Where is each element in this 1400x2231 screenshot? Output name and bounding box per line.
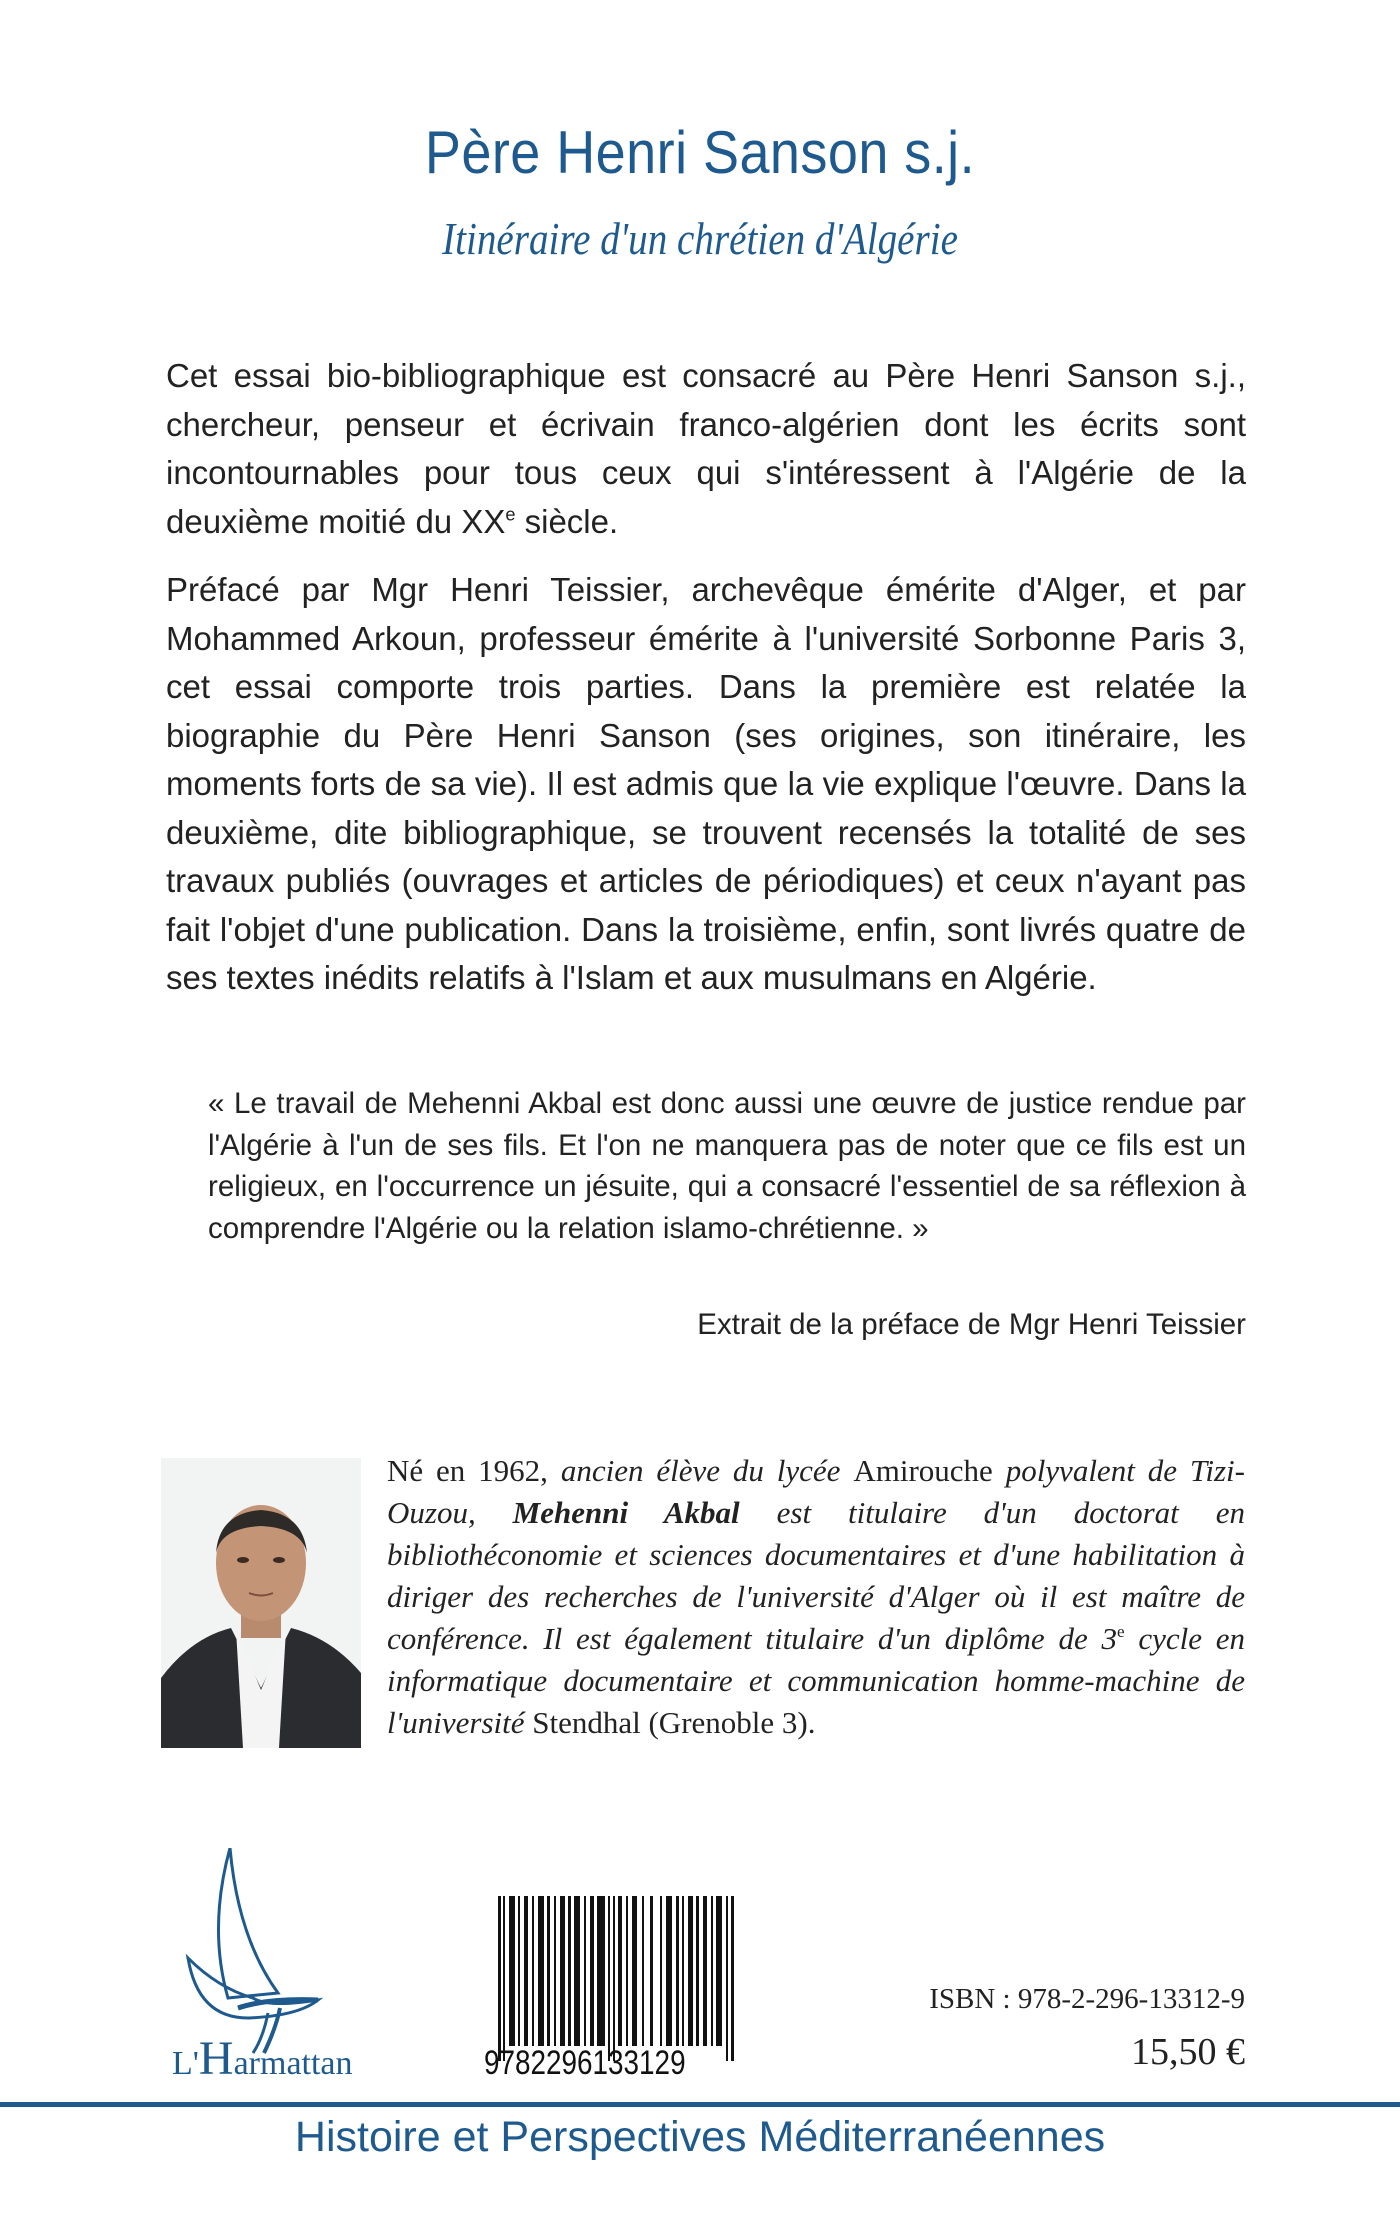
author-name: Mehenni Akbal <box>512 1495 740 1530</box>
summary-text-end: siècle. <box>515 502 619 540</box>
author-bio <box>387 1450 1245 1744</box>
bio-text: cycle en informatique documentaire et communication homme-machine de l'université <box>387 1621 1245 1740</box>
publisher-logo <box>168 1848 398 2080</box>
series-title: Histoire et Perspectives Méditerranéennes <box>294 2113 1106 2161</box>
book-subtitle: Itinéraire d'un chrétien d'Algérie <box>442 213 958 264</box>
preface-quote: « Le travail de Mehenni Akbal est donc aussi une œuvre de justice rendue par l'Algérie à l'un de ses fils. Et l'on ne manquera pas de noter que ce fils est un religieux, en l'occurrence un jésuite, qui a consacré l'essentiel de sa réflexion à comprendre l'Algérie ou la relation islamo-chrétienne. » <box>208 1087 1246 1245</box>
superscript: e <box>1116 1622 1125 1642</box>
bio-text: Stendhal (Grenoble 3). <box>532 1705 816 1740</box>
bio-text: Amirouche <box>853 1453 1006 1488</box>
book-title: Père Henri Sanson s.j. <box>424 119 976 186</box>
summary-text: Cet essai bio-bibliographique est consacré au Père Henri Sanson s.j., chercheur, penseur et écrivain franco-algérien dont les écrits sont incontournables pour tous ceux qui s'intéressent à l'Algérie de la deuxième moitié du XX <box>166 357 1246 540</box>
sailboat-icon <box>168 1848 398 2080</box>
bio-text: est titulaire d'un doctorat en bibliothéconomie et sciences documentaires et d'une habilitation à diriger des recherches de l'université d'Alger où il est maître de conférence. Il est également titulaire d'un diplôme de 3 <box>387 1495 1246 1656</box>
author-photo <box>161 1458 361 1748</box>
price: 15,50 € <box>1131 2031 1245 2073</box>
publisher-name: L'Harmattan <box>172 2032 353 2080</box>
isbn-number: ISBN : 978-2-296-13312-9 <box>929 1983 1245 2015</box>
quote-attribution: Extrait de la préface de Mgr Henri Teissier <box>697 1308 1246 1341</box>
summary-paragraph-1 <box>166 352 1246 546</box>
superscript: e <box>505 503 516 524</box>
barcode-digits: 9782296133129 <box>484 2044 686 2082</box>
bio-text: Né en 1962, <box>387 1453 561 1488</box>
bio-text: polyvalent de Tizi-Ouzou, <box>387 1453 1245 1530</box>
summary-paragraph-2: Préfacé par Mgr Henri Teissier, archevêque émérite d'Alger, et par Mohammed Arkoun, professeur émérite à l'université Sorbonne Paris 3, cet essai comporte trois parties. Dans la première est relatée la biographie du Père Henri Sanson (ses origines, son itinéraire, les moments forts de sa vie). Il est admis que la vie explique l'œuvre. Dans la deuxième, dite bibliographique, se trouvent recensés la totalité de ses travaux publiés (ouvrages et articles de périodiques) et ceux n'ayant pas fait l'objet d'une publication. Dans la troisième, enfin, sont livrés quatre de ses textes inédits relatifs à l'Islam et aux musulmans en Algérie. <box>166 571 1246 996</box>
isbn-barcode <box>484 1896 756 2086</box>
bio-text: ancien élève du lycée <box>560 1453 854 1488</box>
portrait-icon <box>161 1458 361 1748</box>
footer-divider <box>0 2102 1400 2107</box>
